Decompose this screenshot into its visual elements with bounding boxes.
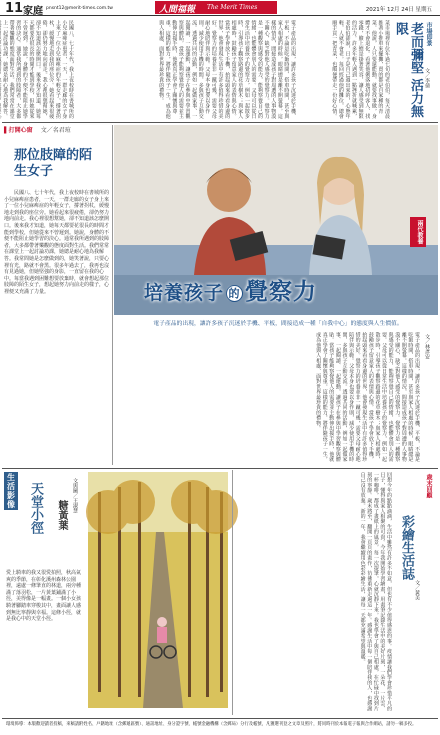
feature-byline: 文／林彥安	[424, 334, 430, 359]
article-byline: 文／名君瑄	[40, 127, 71, 134]
article-title: 天堂小徑	[28, 482, 43, 534]
article-byline: 文／李倩	[424, 68, 430, 88]
column-header	[4, 125, 110, 134]
section-tag-line1: 生活	[7, 473, 15, 491]
article-body: 民國八、七十年代，我上夜校時在書城所的小兒麻痺症患者，一天，一群走廊的女子身上來了一位小兒麻痺症的年輕女子，撐著拐杖，緩慢地走到我的座位旁。她看起來很疲倦，卻仍努力地向前走。我心裡很想幫她，卻不知道該怎麼開口。後來我才知道，她每天都要花很長的時間才能到學校，但她從來不曾遲到。她說，身體的不便不能阻止她學習的決心。通常我所遇到的肢障者，大多都帶著樂觀的態度面對生活。我們常常在課堂上一起討論功課，她總是耐心地為我解答。我常問她是怎麼做到的，她笑著說，只要心裡有光，路就不會黑。很多年過去了，我再也沒有見過她，但她堅強的身影，一直留在我的心中。每當我遇到困難想要放棄時，就會想起那位肢障的陌生女子，想起她努力向前走的樣子，心裡便又充滿了力量。	[4, 190, 110, 295]
bottom-right-article	[234, 470, 438, 715]
masthead	[155, 1, 277, 14]
feature-body	[114, 330, 438, 465]
tree-lined-path-photo	[88, 472, 228, 708]
masthead-en: The Merit Times	[207, 3, 258, 11]
column-name: 打開心窗	[8, 127, 33, 134]
column-name: 歲末回顧	[425, 474, 432, 498]
masthead-cn: 人間福報	[159, 5, 196, 15]
top-left-column: 民國八、七十年代，我上夜校時在書城所的小兒麻痺症患者，一天，一群走廊的女子身上來了一位小兒麻痺症的年輕女子，撐著拐杖，緩慢地走到我的座位旁。她看起來很疲倦，卻仍努力地向前走。我心裡很想幫她，卻不知道該怎麼開口。後來我才知道，她每天都要花很長的時間才能到學校，但她從來不曾遲到。她說，身體的不便不能阻止她學習的決心。通常我所遇到的肢障者，大多都帶著樂觀的態度面對生活。我們常常在課堂上一起討論功課，她總是耐心地為我解答。	[2, 20, 74, 119]
feature-subtitle: 電子產品的出現，讓許多孩子沉迷於手機、平板，間接造成一種「自我中心」的態度與人生價值。	[153, 321, 403, 327]
header-date: 2021年 12月 24日 星期五	[365, 7, 432, 13]
column-name: 市場即景	[425, 22, 432, 46]
divider	[232, 470, 233, 715]
photo-illustration	[88, 472, 228, 708]
article-body: 菜市場裡有位年過七旬的老伯伯，每天清晨推著小推車來擺攤，賣的都是自家種的青菜。他說，人只要還能動，就要找事做，身體才不會退化。看著他俐落地招呼客人、找零錢，臉上總是掛著笑容，讓人感受到無限的活力。許多年輕人遇到一點挫折就喊累，老伯伯卻說，日子是自己過出來的，心態年輕，人就不會老。每回經過他的攤位，總會順手買一把青菜，也順便帶走一份好心情。	[331, 20, 390, 119]
section-tag	[4, 472, 18, 510]
article-byline: 文／黃美	[414, 580, 420, 600]
footer-text: 環境佈導：本版歡迎讀者投稿，來稿請附姓名、戶籍地址（含郵遞區號）、通訊地址、身分證字號、帳號金融機構（含郵局）分行及帳號，凡獲選刊登之文章及照片，將同時刊於本報電子報與合作網站，請勿一稿多投。	[6, 722, 417, 727]
left-article	[4, 125, 110, 465]
article-byline: 文與圖／王淑慧	[72, 478, 78, 513]
divider	[2, 468, 438, 469]
feature-title-prefix: 培養孩子	[144, 282, 225, 304]
divider	[112, 125, 113, 465]
article-body: 愛上騎車的我又很愛拍照，秋高氣爽的季節，在彰化溪州森林公園裡，遠處一條筆直的林道，兩旁種滿了落羽松，一片黃葉鋪滿了小徑，美得像是一幅畫。一個小女孩騎著腳踏車穿梭其中，畫面讓人感到無比寧靜與幸福。這條小徑，就是我心中的天堂小徑。	[6, 570, 82, 623]
divider	[2, 122, 438, 123]
caption-name: 糖黃葉	[56, 500, 67, 530]
column-tag: 兩代教養	[410, 217, 426, 247]
top-right-article	[300, 18, 437, 122]
feature-photo	[114, 125, 438, 315]
column-icon: ▌	[4, 127, 9, 134]
section-tag-line2: 影像	[7, 491, 15, 509]
article-title: 彩繪生活誌	[399, 515, 414, 580]
article-title: 老而彌堅 活力無限	[393, 22, 423, 118]
bottom-left-article	[2, 470, 230, 715]
page-footer	[2, 718, 438, 732]
feature-text: 電子產品的出現，讓許多孩子沉迷於手機、平板，不論是吃飯時間、搭車時間，甚至與家人相處的時候，眼睛總是離不開螢幕。這樣的情況，間接造成孩子對周遭的人事物漠不關心，缺乏對他人感受的覺察力。覺察力是一種觀察與感受的能力，能夠察覺自己的情緒，也能體會別人的需要。父母可以從日常生活中培養孩子的覺察力，例如一起散步時，引導孩子觀察路邊的花草樹木；與家人相處時，鼓勵孩子留意家人的表情與心情。當孩子學會放下手機，抬起頭來看看身邊的世界，他會發現生活中有許多值得珍惜的美好。覺察力的培養並非一蹴可幾，需要父母耐心地陪伴與示範。父母本身也要以身作則，減少使用手機的時間，多與孩子互動交流。透過共同的活動，例如一起做家事、一起閱讀、一起運動，讓孩子在參與中學習觀察與體貼。當孩子能夠察覺他人的需要並主動伸出援手時，他就真正學會了關懷與尊重。這樣的能力，將伴隨孩子一生，成為他與人相處、面對世界最珍貴的禮物。	[315, 332, 420, 462]
feature-title-main: 覺察力	[245, 279, 318, 305]
page-number: 11	[5, 1, 24, 16]
article-title: 那位肢障的陌生女子	[14, 148, 93, 179]
page-header	[0, 0, 440, 16]
section-name: 家庭	[23, 6, 43, 17]
feature-title	[144, 273, 317, 306]
top-center-column: 電子產品的出現，讓許多孩子沉迷於手機、平板，不論是吃飯時間、搭車時間，甚至與家人相處的時候，眼睛總是離不開螢幕。這樣的情況，間接造成孩子對周遭的人事物漠不關心，缺乏對他人感受的覺察力。覺察力是一種觀察與感受的能力，能夠察覺自己的情緒，也能體會別人的需要。父母可以從日常生活中培養孩子的覺察力，例如一起散步時，引導孩子觀察路邊的花草樹木；與家人相處時，鼓勵孩子留意家人的表情與心情。當孩子學會放下手機，抬起頭來看看身邊的世界，他會發現生活中有許多值得珍惜的美好。覺察力的培養並非一蹴可幾，需要父母耐心地陪伴與示範。父母本身也要以身作則，減少使用手機的時間，多與孩子互動交流。透過共同的活動，例如一起做家事、一起閱讀、一起運動，讓孩子在參與中學習觀察與體貼。當孩子能夠察覺他人的需要並主動伸出援手時，他就真正學會了關懷與尊重。這樣的能力，將伴隨孩子一生，成為他與人相處、面對世界最珍貴的禮物。	[158, 20, 296, 119]
feature-title-connector: 的	[226, 285, 243, 302]
header-email: pnsnt12@merit-times.com.tw	[46, 6, 113, 11]
article-body: 回想今年的點點滴滴，生活中雖然有許多不如意，但也有不少值得感恩的事。疫情讓我們學會珍惜平凡的日子，懂得與家人相聚的可貴。今年我開始學習繪畫，用畫筆記錄生活中的美好片刻，一朵花、一片雲、一杯咖啡，都成了畫紙上的風景。每一次提筆，心就沉靜下來。我也學會了與自己相處，在忙碌中找到片刻的寧靜。歲末將至，翻開一頁頁的畫作，彷彿重新走過這一年。感謝生活中每一個陪伴我的人，也感謝自己沒有放棄。新的一年，我會繼續用色彩彩繪生活，讓每一天都充滿希望與溫暖。	[359, 472, 392, 712]
